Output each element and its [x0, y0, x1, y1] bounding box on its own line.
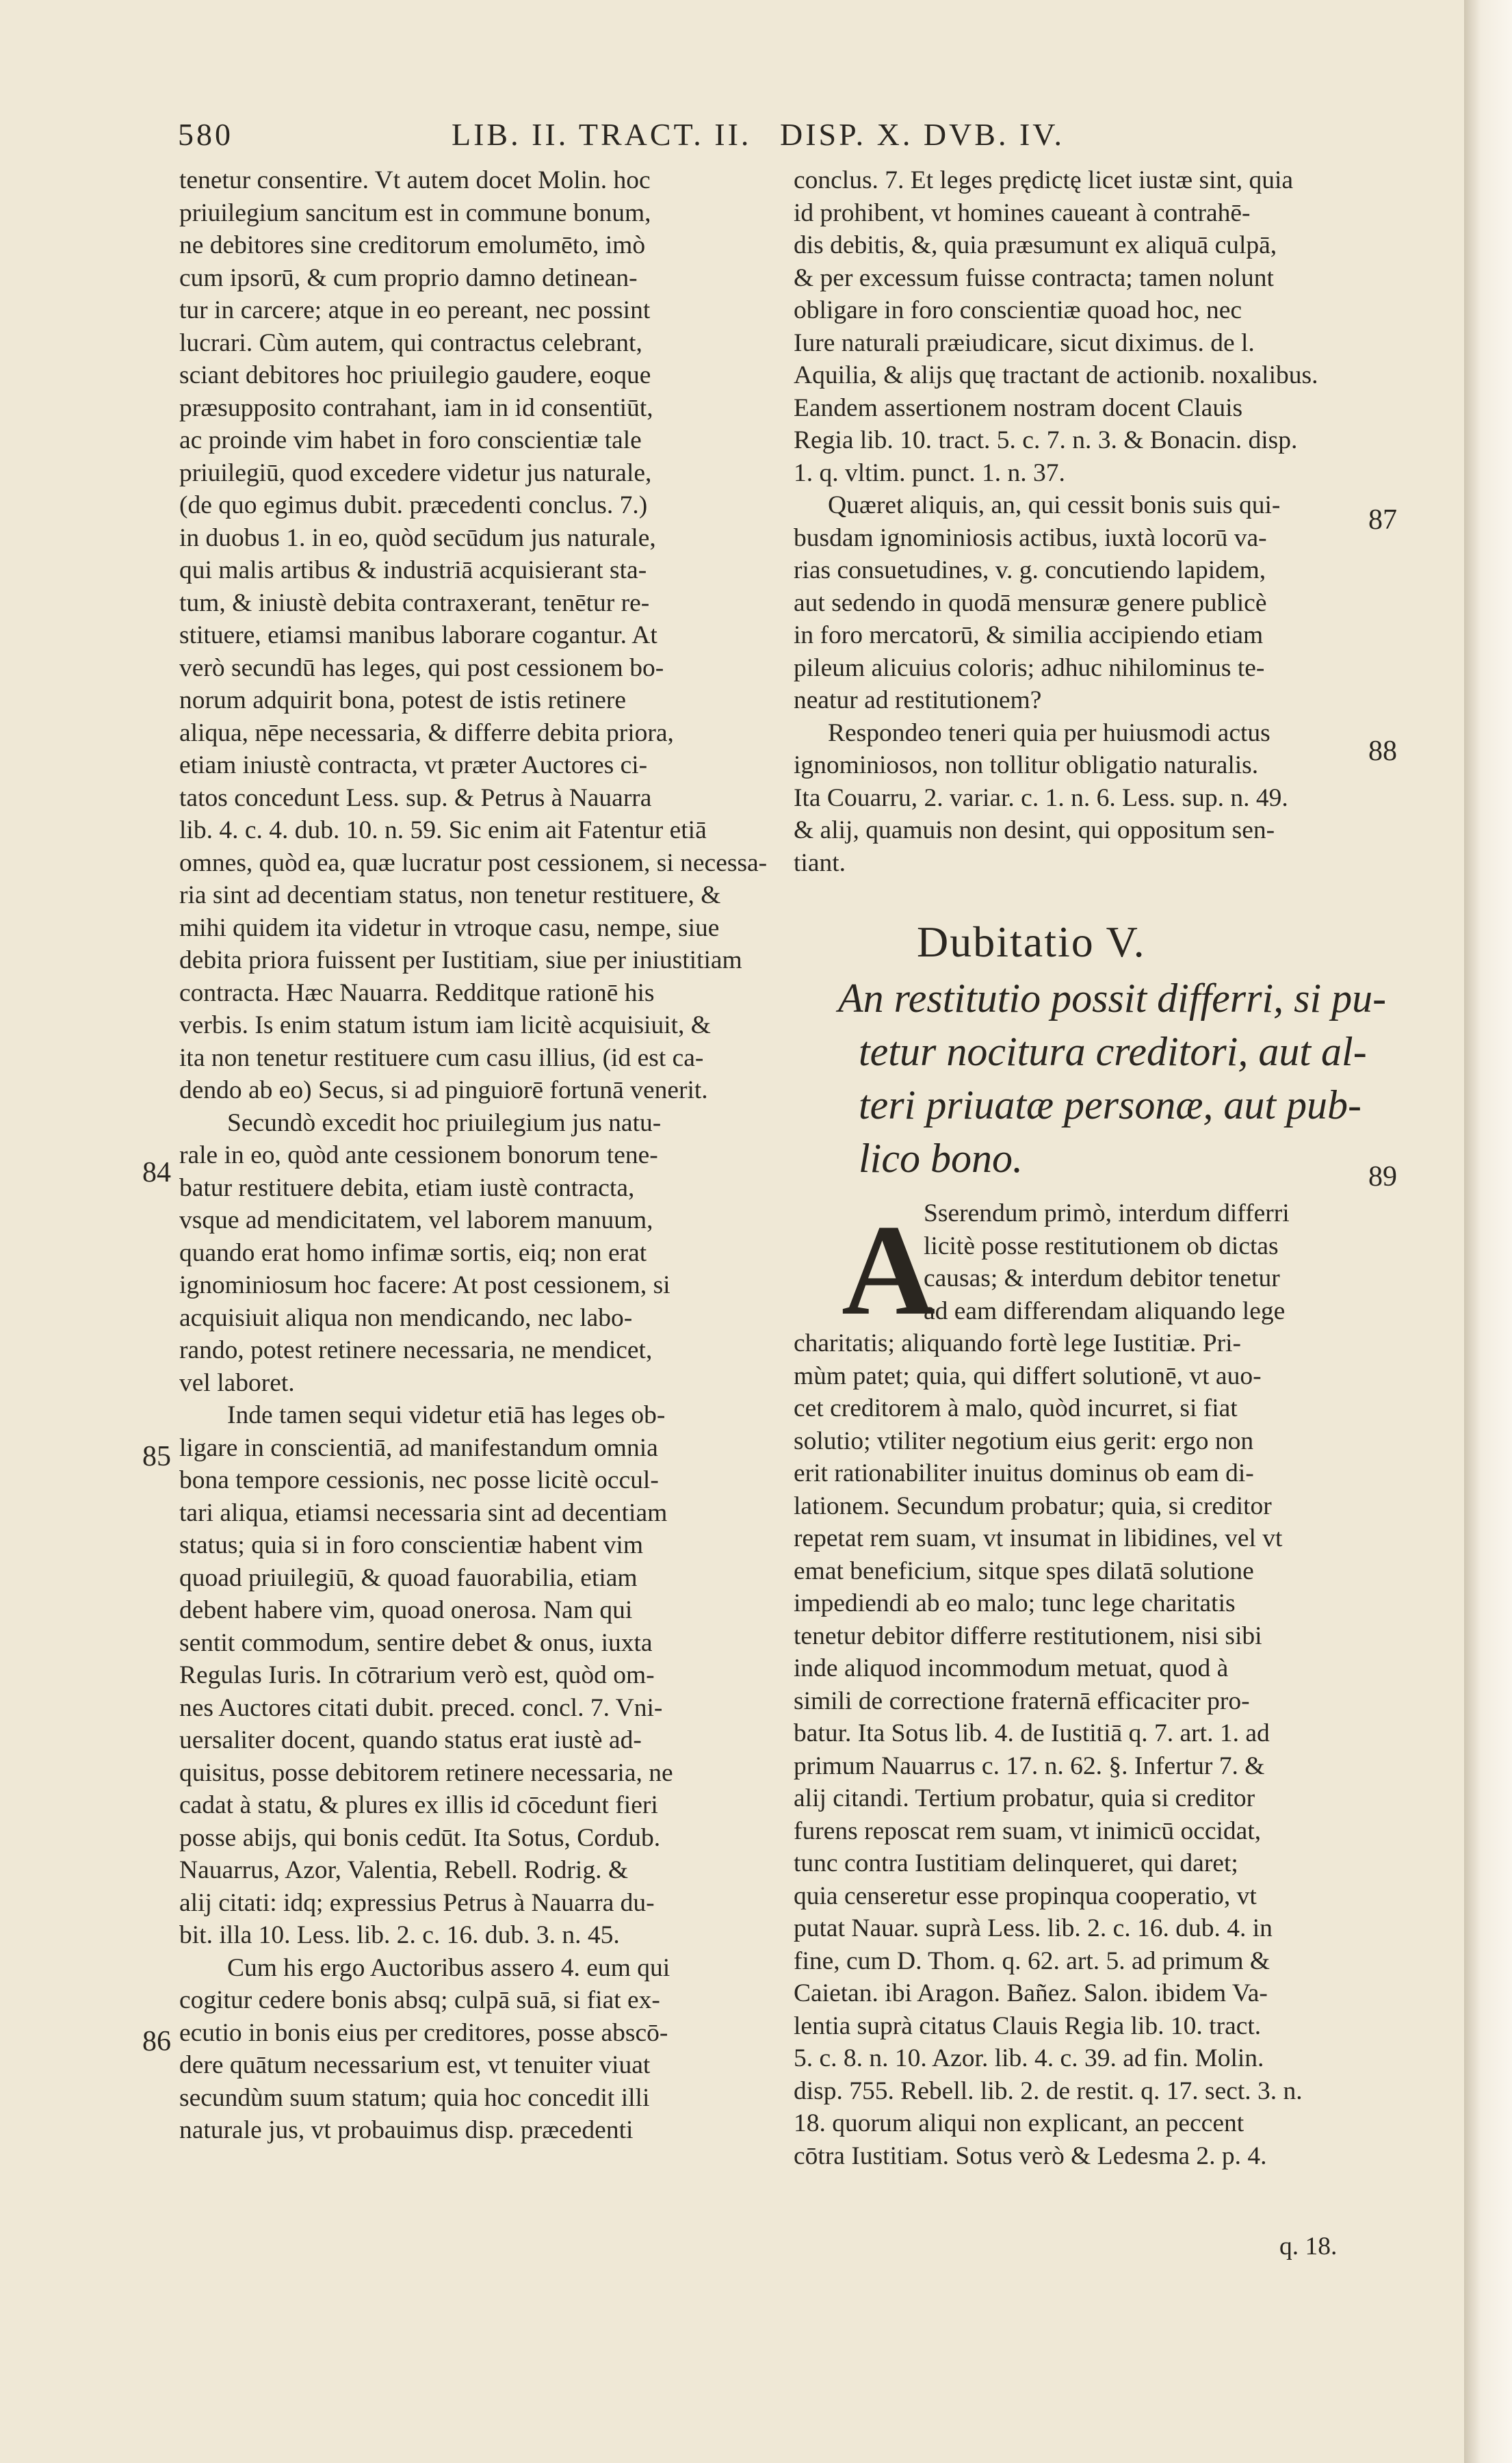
text-line: posse abijs, qui bonis cedūt. Ita Sotus, Cordub. — [179, 1823, 661, 1852]
text-line: dis debitis, &, quia præsumunt ex aliquā culpā, — [794, 231, 1277, 259]
text-line: conclus. 7. Et leges prędictę licet iustæ sint, quia — [794, 166, 1294, 194]
text-line: bona tempore cessionis, nec posse licitè occul- — [179, 1466, 659, 1494]
text-line: Regulas Iuris. In cōtrarium verò est, quòd om- — [179, 1661, 655, 1689]
dubitatio-question — [838, 972, 1387, 1185]
text-line: & alij, quamuis non desint, qui oppositum sen- — [794, 816, 1275, 844]
text-line: erit rationabiliter inuitus dominus ob eam di- — [794, 1459, 1254, 1487]
text-line: nes Auctores citati dubit. preced. concl. 7. Vni- — [179, 1693, 663, 1722]
text-line: tenetur debitor differre restitutionem, nisi sibi — [794, 1621, 1262, 1650]
text-line: impediendi ab eo malo; tunc lege charitatis — [794, 1589, 1236, 1617]
text-line: tatos concedunt Less. sup. & Petrus à Nauarra — [179, 783, 652, 812]
text-line: verò secundū has leges, qui post cessionem bo- — [179, 653, 664, 682]
text-line: pileum alicuius coloris; adhuc nihilominus te- — [794, 653, 1265, 682]
text-line: aliqua, nēpe necessaria, & differre debita priora, — [179, 718, 674, 747]
text-line: alij citandi. Tertium probatur, quia si creditor — [794, 1784, 1255, 1812]
page-number: 580 — [178, 117, 233, 152]
text-line: Cum his ergo Auctoribus assero 4. eum qui — [227, 1953, 670, 1982]
text-line: præsupposito contrahant, iam in id consentiūt, — [179, 393, 653, 422]
text-line: vel laboret. — [179, 1368, 295, 1397]
text-line: obligare in foro conscientiæ quoad hoc, nec — [794, 296, 1242, 324]
text-line: tiant. — [794, 848, 846, 877]
text-line: quoad priuilegiū, & quoad fauorabilia, etiam — [179, 1563, 638, 1592]
text-line: Eandem assertionem nostram docent Clauis — [794, 393, 1243, 422]
text-line: charitatis; aliquando fortè lege Iustitiæ. Pri- — [794, 1329, 1241, 1357]
text-line: 18. quorum aliqui non explicant, an peccent — [794, 2109, 1244, 2137]
text-line: (de quo egimus dubit. præcedenti conclus. 7.) — [179, 491, 648, 519]
text-line: Caietan. ibi Aragon. Bañez. Salon. ibidem Va- — [794, 1979, 1268, 2007]
text-line: status; quia si in foro conscientiæ habent vim — [179, 1531, 644, 1559]
text-line: rando, potest retinere necessaria, ne mendicet, — [179, 1336, 653, 1364]
text-line: quia censeretur esse propinqua cooperatio, vt — [794, 1881, 1257, 1910]
text-line: lucrari. Cùm autem, qui contractus celebrant, — [179, 328, 642, 357]
text-line: Regia lib. 10. tract. 5. c. 7. n. 3. & Bonacin. disp. — [794, 426, 1298, 454]
text-line: mùm patet; quia, qui differt solutionē, vt auo- — [794, 1361, 1262, 1390]
text-line: causas; & interdum debitor tenetur — [924, 1264, 1280, 1292]
text-line: fine, cum D. Thom. q. 62. art. 5. ad primum & — [794, 1946, 1270, 1975]
text-line: ad eam differendam aliquando lege — [924, 1296, 1286, 1325]
running-header — [178, 116, 1368, 164]
question-line: teri priuatæ personæ, aut pub- — [859, 1082, 1362, 1128]
catchword: q. 18. — [1279, 2232, 1338, 2260]
text-line: contracta. Hæc Nauarra. Redditque rationē his — [179, 978, 655, 1007]
text-line: 5. c. 8. n. 10. Azor. lib. 4. c. 39. ad fin. Molin. — [794, 2044, 1264, 2072]
text-line: lationem. Secundum probatur; quia, si creditor — [794, 1491, 1272, 1520]
right-column-top — [794, 164, 1368, 879]
text-line: 1. q. vltim. punct. 1. n. 37. — [794, 458, 1065, 487]
text-line: ligare in conscientiā, ad manifestandum omnia — [179, 1433, 658, 1462]
text-line: ac proinde vim habet in foro conscientiæ tale — [179, 426, 642, 454]
book-gutter — [1464, 0, 1512, 2463]
text-line: lentia suprà citatus Clauis Regia lib. 10. tract. — [794, 2011, 1262, 2040]
margin-number-86: 86 — [142, 2026, 171, 2057]
text-line: ita non tenetur restituere cum casu illius, (id est ca- — [179, 1043, 704, 1072]
margin-number-84: 84 — [142, 1157, 171, 1188]
question-line: tetur nocitura creditori, aut al- — [859, 1029, 1367, 1074]
text-line: id prohibent, vt homines caueant à contrahē- — [794, 198, 1251, 227]
question-line: lico bono. — [859, 1136, 1023, 1181]
text-line: verbis. Is enim statum istum iam licitè acquisiuit, & — [179, 1011, 711, 1039]
question-line: An restitutio possit differri, si pu- — [838, 976, 1387, 1021]
text-line: putat Nauar. suprà Less. lib. 2. c. 16. dub. 4. in — [794, 1914, 1273, 1942]
text-line: Sserendum primò, interdum differri — [924, 1199, 1290, 1227]
text-line: ecutio in bonis eius per creditores, posse abscō- — [179, 2018, 668, 2047]
text-line: rias consuetudines, v. g. concutiendo lapidem, — [794, 556, 1266, 584]
text-line: cōtra Iustitiam. Sotus verò & Ledesma 2. p. 4. — [794, 2141, 1267, 2170]
text-line: lib. 4. c. 4. dub. 10. n. 59. Sic enim ait Fatentur etiā — [179, 816, 707, 844]
text-line: batur. Ita Sotus lib. 4. de Iustitiā q. 7. art. 1. ad — [794, 1719, 1270, 1747]
text-line: quando erat homo infimæ sortis, eiq; non erat — [179, 1238, 647, 1267]
text-line: Nauarrus, Azor, Valentia, Rebell. Rodrig. & — [179, 1856, 628, 1884]
text-line: secundùm suum statum; quia hoc concedit illi — [179, 2083, 650, 2112]
text-line: disp. 755. Rebell. lib. 2. de restit. q. 17. sect. 3. n. — [794, 2076, 1303, 2105]
text-line: priuilegium sancitum est in commune bonum, — [179, 198, 651, 227]
text-line: in duobus 1. in eo, quòd secūdum jus naturale, — [179, 523, 656, 552]
text-line: Iure naturali præiudicare, sicut diximus. de l. — [794, 328, 1255, 357]
text-line: omnes, quòd ea, quæ lucratur post cessionem, si necessa- — [179, 848, 768, 877]
text-line: rale in eo, quòd ante cessionem bonorum tene- — [179, 1141, 658, 1169]
margin-number-89: 89 — [1368, 1161, 1397, 1193]
text-line: simili de correctione fraternā efficaciter pro- — [794, 1686, 1250, 1715]
section-title: DISP. X. DVB. IV. — [780, 117, 1065, 152]
text-line: mihi quidem ita videtur in vtroque casu, nempe, siue — [179, 913, 720, 942]
text-line: dere quātum necessarium est, vt tenuiter viuat — [179, 2051, 651, 2079]
text-line: repetat rem suam, vt insumat in libidines, vel vt — [794, 1524, 1283, 1552]
text-line: sciant debitores hoc priuilegio gaudere, eoque — [179, 361, 651, 389]
text-line: solutio; vtiliter negotium eius gerit: ergo non — [794, 1426, 1254, 1455]
text-line: emat beneficium, sitque spes dilatā solutione — [794, 1556, 1254, 1585]
text-line: sentit commodum, sentire debet & onus, iuxta — [179, 1628, 653, 1657]
text-line: alij citati: idq; expressius Petrus à Nauarra du- — [179, 1888, 655, 1917]
text-line: licitè posse restitutionem ob dictas — [924, 1232, 1279, 1260]
text-line: Quæret aliquis, an, qui cessit bonis suis qui- — [828, 491, 1281, 519]
text-line: Ita Couarru, 2. variar. c. 1. n. 6. Less. sup. n. 49. — [794, 783, 1288, 812]
text-line: naturale jus, vt probauimus disp. præcedenti — [179, 2116, 634, 2144]
margin-number-88: 88 — [1368, 735, 1397, 767]
text-line: ignominiosum hoc facere: At post cessionem, si — [179, 1271, 670, 1299]
text-line: Secundò excedit hoc priuilegium jus natu- — [227, 1108, 662, 1137]
text-line: tum, & iniustè debita contraxerant, tenētur re- — [179, 588, 650, 617]
text-line: cogitur cedere bonis absq; culpā suā, si fiat ex- — [179, 1986, 660, 2014]
text-line: tunc contra Iustitiam delinqueret, qui daret; — [794, 1849, 1238, 1877]
text-line: cadat à statu, & plures ex illis id cōcedunt fieri — [179, 1791, 658, 1819]
text-line: Respondeo teneri quia per huiusmodi actus — [828, 718, 1270, 747]
text-line: debita priora fuissent per Iustitiam, siue per iniustitiam — [179, 946, 742, 974]
text-line: ne debitores sine creditorum emolumēto, imò — [179, 231, 646, 259]
text-line: ria sint ad decentiam status, non tenetur restituere, & — [179, 881, 721, 909]
right-column-bottom — [794, 1197, 1368, 2172]
text-line: batur restituere debita, etiam iustè contracta, — [179, 1173, 635, 1202]
text-line: debent habere vim, quoad onerosa. Nam qui — [179, 1596, 633, 1624]
text-line: qui malis artibus & industriā acquisierant sta- — [179, 556, 647, 584]
book-title: LIB. II. TRACT. II. — [452, 117, 752, 152]
text-line: & per excessum fuisse contracta; tamen nolunt — [794, 263, 1274, 292]
text-line: quisitus, posse debitorem retinere necessaria, ne — [179, 1758, 673, 1787]
text-line: norum adquirit bona, potest de istis retinere — [179, 686, 626, 714]
text-line: etiam iniustè contracta, vt præter Auctores ci- — [179, 751, 648, 779]
text-line: dendo ab eo) Secus, si ad pinguiorē fortunā venerit. — [179, 1076, 708, 1104]
text-line: priuilegiū, quod excedere videtur jus naturale, — [179, 458, 652, 487]
text-line: tenetur consentire. Vt autem docet Molin. hoc — [179, 166, 651, 194]
text-line: inde aliquod incommodum metuat, quod à — [794, 1654, 1229, 1682]
text-line: tari aliqua, etiamsi necessaria sint ad decentiam — [179, 1498, 668, 1527]
text-line: tur in carcere; atque in eo pereant, nec possint — [179, 296, 651, 324]
text-line: aut sedendo in quodā mensuræ genere publicè — [794, 588, 1267, 617]
margin-number-85: 85 — [142, 1441, 171, 1472]
text-line: Aquilia, & alijs quę tractant de actionib. noxalibus. — [794, 361, 1318, 389]
drop-cap: A — [842, 1199, 936, 1342]
text-line: acquisiuit aliqua non mendicando, nec labo- — [179, 1303, 633, 1332]
text-line: cet creditorem à malo, quòd incurret, si fiat — [794, 1394, 1238, 1422]
dubitatio-title: Dubitatio V. — [917, 917, 1146, 966]
text-line: primum Nauarrus c. 17. n. 62. §. Infertur 7. & — [794, 1751, 1265, 1780]
text-line: Inde tamen sequi videtur etiā has leges ob- — [227, 1401, 666, 1429]
text-line: vsque ad mendicitatem, vel laborem manuum, — [179, 1206, 653, 1234]
text-line: cum ipsorū, & cum proprio damno detinean- — [179, 263, 638, 292]
text-line: neatur ad restitutionem? — [794, 686, 1042, 714]
text-line: ignominiosos, non tollitur obligatio naturalis. — [794, 751, 1259, 779]
margin-number-87: 87 — [1368, 504, 1397, 536]
text-line: stituere, etiamsi manibus laborare cogantur. At — [179, 621, 657, 649]
text-line: uersaliter docent, quando status erat iustè ad- — [179, 1726, 642, 1754]
text-line: bit. illa 10. Less. lib. 2. c. 16. dub. 3. n. 45. — [179, 1921, 620, 1949]
text-line: in foro mercatorū, & similia accipiendo etiam — [794, 621, 1264, 649]
text-line: furens reposcat rem suam, vt inimicū occidat, — [794, 1816, 1262, 1845]
text-line: busdam ignominiosis actibus, iuxtà locorū va- — [794, 523, 1267, 552]
left-column — [179, 164, 768, 2147]
